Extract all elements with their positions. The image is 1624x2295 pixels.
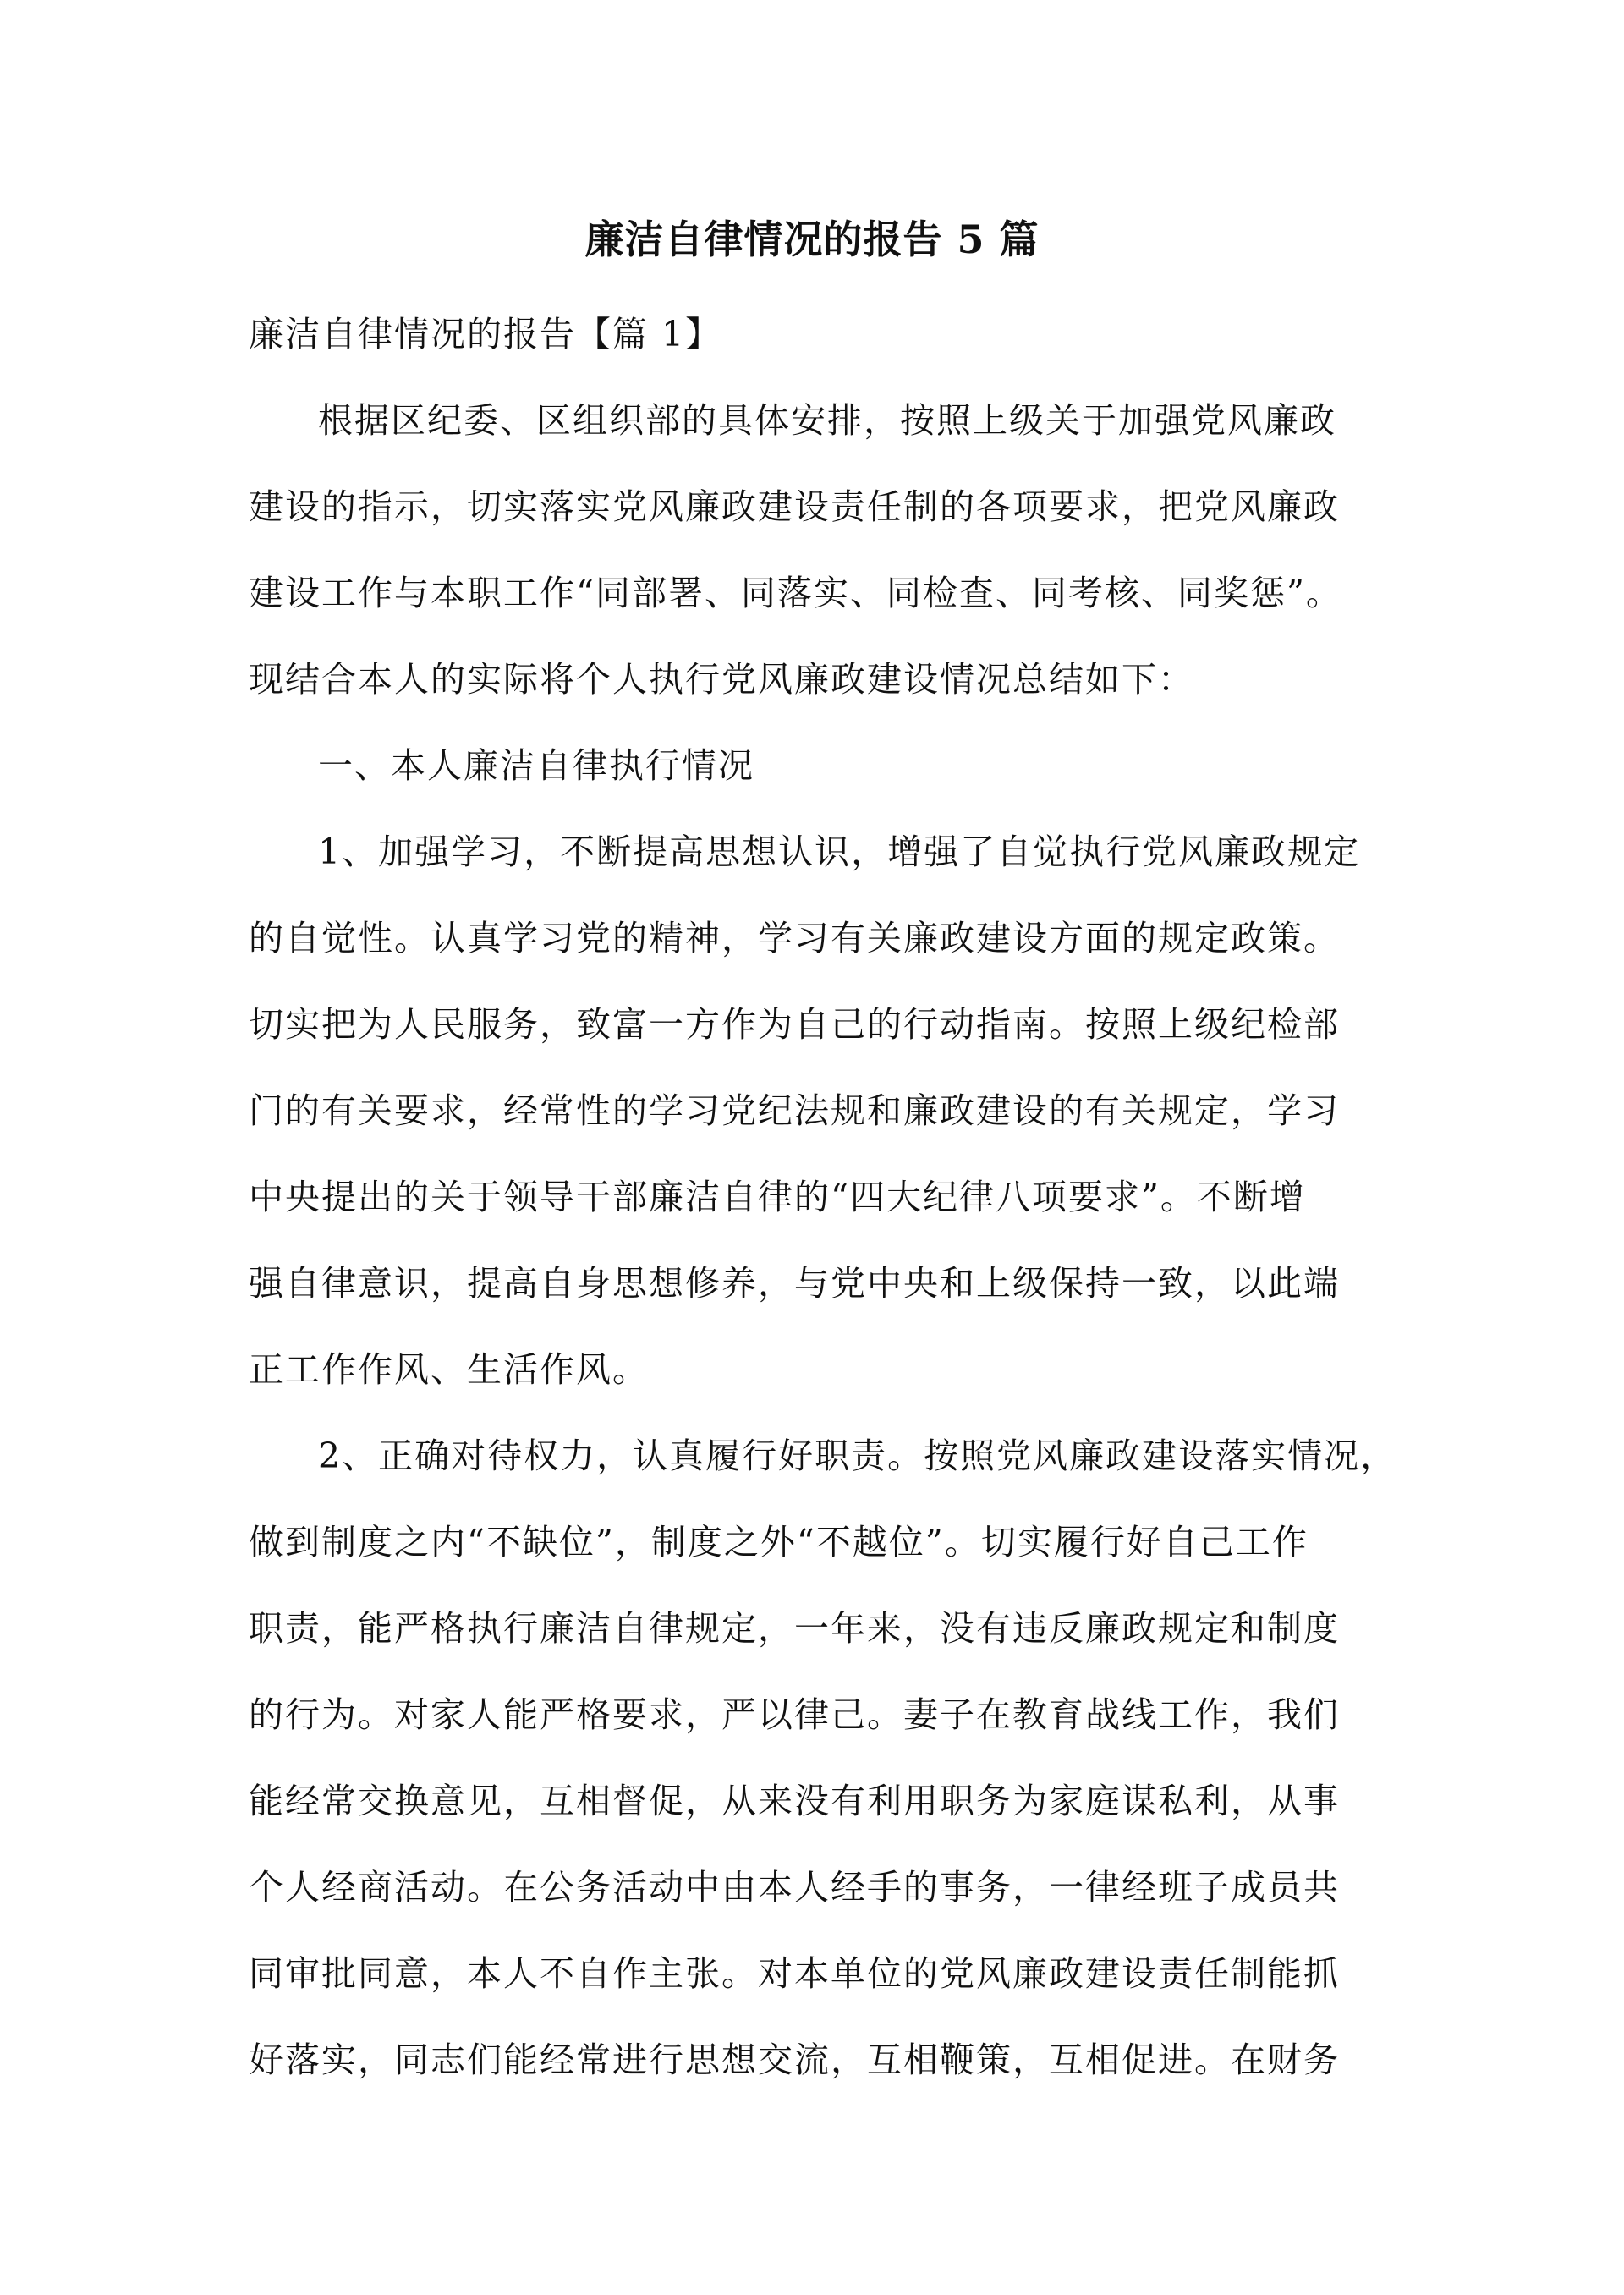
paragraph-line: 做到制度之内“不缺位”，制度之外“不越位”。切实履行好自己工作 (249, 1522, 1309, 1562)
paragraph-line: 正工作作风、生活作风。 (249, 1349, 649, 1390)
paragraph-line: 强自律意识，提高自身思想修养，与党中央和上级保持一致，以此端 (249, 1263, 1340, 1304)
document-body (249, 291, 1397, 2103)
paragraph-intro (249, 377, 1382, 722)
paragraph-line: 的行为。对家人能严格要求，严以律己。妻子在教育战线工作，我们 (249, 1694, 1340, 1735)
paragraph-line: 职责，能严格执行廉洁自律规定，一年来，没有违反廉政规定和制度 (249, 1608, 1340, 1649)
paragraph-line: 同审批同意，本人不自作主张。对本单位的党风廉政建设责任制能抓 (249, 1953, 1340, 1994)
subheading-text: 一、本人廉洁自律执行情况 (318, 745, 754, 786)
paragraph-line: 门的有关要求，经常性的学习党纪法规和廉政建设的有关规定，学习 (249, 1090, 1340, 1131)
paragraph-line: 根据区纪委、区组织部的具体安排，按照上级关于加强党风廉政 (318, 400, 1336, 441)
paragraph-line: 1、加强学习，不断提高思想认识，增强了自觉执行党风廉政规定 (318, 832, 1361, 872)
paragraph-line: 切实把为人民服务，致富一方作为自己的行动指南。按照上级纪检部 (249, 1004, 1340, 1045)
paragraph-item-2 (249, 1413, 1397, 2103)
section-heading (249, 291, 1382, 377)
paragraph-item-1 (249, 809, 1382, 1413)
paragraph-line: 个人经商活动。在公务活动中由本人经手的事务，一律经班子成员共 (249, 1867, 1340, 1908)
paragraph-line: 2、正确对待权力，认真履行好职责。按照党风廉政建设落实情况， (318, 1436, 1397, 1476)
paragraph-line: 好落实，同志们能经常进行思想交流，互相鞭策，互相促进。在财务 (249, 2040, 1340, 2080)
section-heading-text: 廉洁自律情况的报告【篇 1】 (249, 314, 722, 354)
paragraph-line: 建设的指示，切实落实党风廉政建设责任制的各项要求，把党风廉政 (249, 486, 1340, 527)
paragraph-line: 建设工作与本职工作“同部署、同落实、同检查、同考核、同奖惩”。 (249, 573, 1342, 613)
paragraph-line: 能经常交换意见，互相督促，从来没有利用职务为家庭谋私利，从事 (249, 1781, 1340, 1821)
paragraph-line: 的自觉性。认真学习党的精神，学习有关廉政建设方面的规定政策。 (249, 918, 1340, 958)
paragraph-line: 中央提出的关于领导干部廉洁自律的“四大纪律八项要求”。不断增 (249, 1177, 1306, 1217)
document-title: 廉洁自律情况的报告 5 篇 (584, 217, 1040, 262)
paragraph-line: 现结合本人的实际将个人执行党风廉政建设情况总结如下： (249, 659, 1194, 700)
subheading-one (249, 722, 1382, 809)
